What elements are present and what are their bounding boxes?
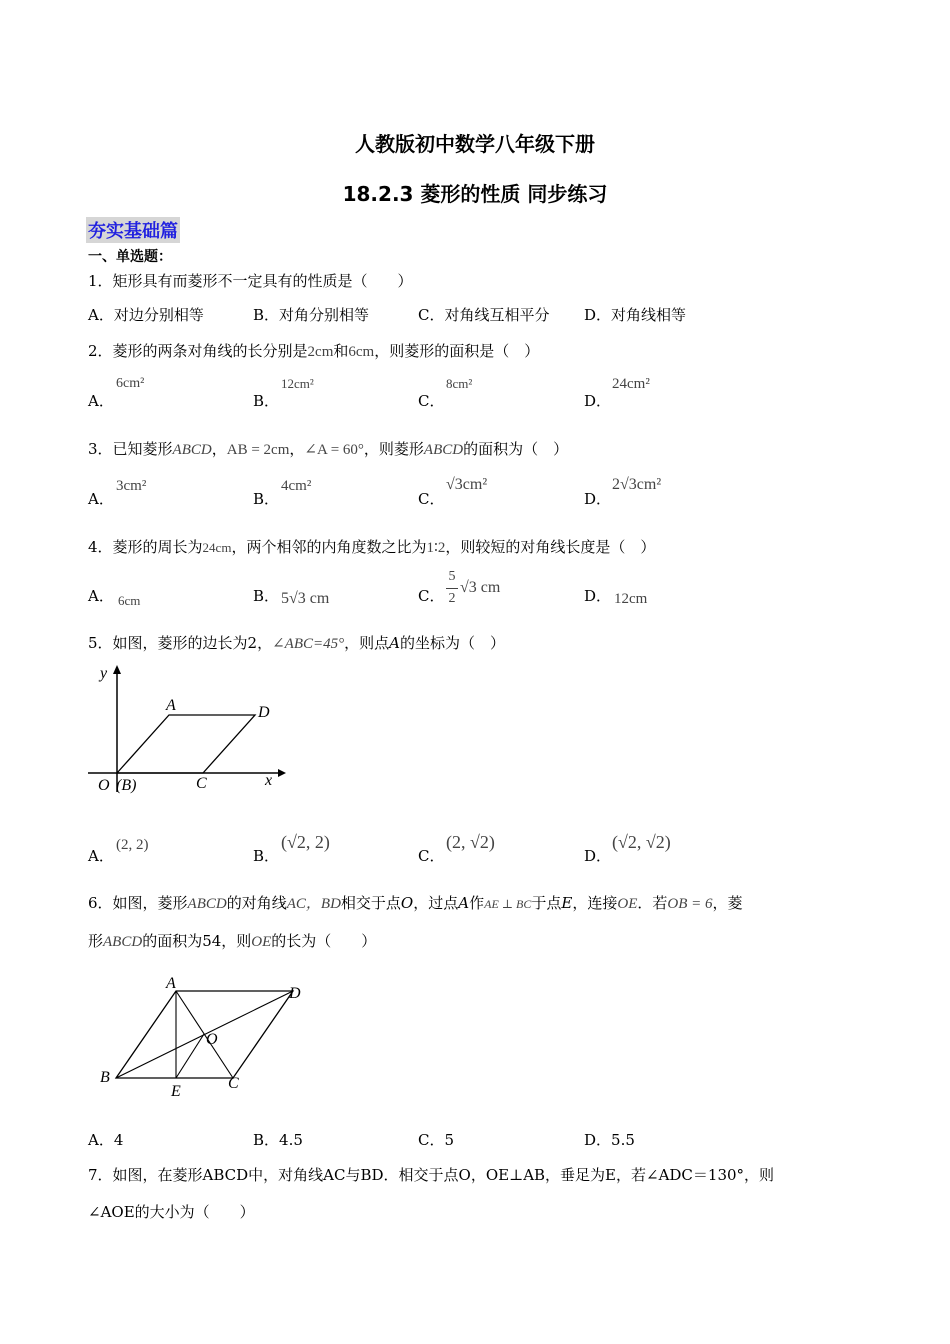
q1-option-d: D．对角线相等 — [584, 306, 687, 324]
q5-stem-a: 5．如图，菱形的边长为2， — [88, 634, 273, 652]
q4-option-c-value: √3 cm — [460, 579, 501, 596]
q6-text: 6．如图，菱形 — [88, 894, 188, 912]
q6-label-e: E — [171, 1083, 181, 1100]
q3-option-c-letter: C． — [418, 490, 445, 508]
q2-option-c-letter: C． — [418, 392, 445, 410]
q4-option-b-letter: B． — [253, 587, 280, 605]
question-3 — [88, 438, 568, 459]
q5-y-arrow — [113, 665, 121, 674]
page-subtitle: 18.2.3 菱形的性质 同步练习 — [342, 182, 608, 206]
q6-text: 的对角线 — [226, 894, 287, 912]
q5-option-b-value: (√2, 2) — [281, 832, 330, 852]
q5-label-o: O — [98, 777, 110, 794]
q5-label-c: C — [196, 775, 207, 792]
q1-number: 1． — [88, 272, 113, 290]
q2-option-a-letter: A． — [88, 392, 114, 410]
q6-text: ，过点 — [413, 894, 459, 912]
q5-rhombus — [117, 715, 255, 773]
question-4 — [88, 536, 655, 557]
q6-figure — [96, 972, 316, 1102]
q3-option-a-letter: A． — [88, 490, 114, 508]
q1-option-c: C．对角线互相平分 — [418, 306, 550, 324]
q6-text: ，菱 — [712, 894, 743, 912]
q6-math: OE — [251, 934, 272, 950]
q6-text: 于点 — [531, 894, 562, 912]
q4-option-b-value: 5√3 cm — [281, 590, 330, 607]
q1-option-b: B．对角分别相等 — [253, 306, 370, 324]
q2-math-2: 6cm — [348, 344, 375, 360]
q5-stem-b: ，则点 — [344, 634, 390, 652]
q2-option-d-value: 24cm² — [612, 376, 650, 392]
q5-option-c-value: (2, √2) — [446, 832, 495, 852]
q3-stem-c: 的面积为（ ） — [463, 440, 569, 458]
q6-option-b: B．4.5 — [253, 1131, 303, 1149]
q6-math: ABCD — [187, 896, 227, 912]
q3-stem-a: 3．已知菱形 — [88, 440, 173, 458]
q5-x-arrow — [278, 769, 286, 777]
q6-text: 作 — [469, 894, 485, 912]
q6-diagonal-bd — [116, 991, 293, 1078]
q4-math-2: 1∶2 — [426, 540, 446, 556]
q6-option-a: A．4 — [88, 1131, 124, 1149]
q4-math-1: 24cm — [202, 540, 232, 555]
q6-math: AC，BD — [286, 896, 341, 912]
q6-label-c: C — [228, 1075, 239, 1092]
q4-stem-c: ，则较短的对角线长度是（ ） — [445, 538, 656, 556]
q3-math-1: ABCD — [172, 442, 212, 458]
q4-stem-b: ，两个相邻的内角度数之比为 — [231, 538, 427, 556]
q3-option-b-value: 4cm² — [281, 478, 312, 494]
q2-stem-b: 和 — [333, 342, 349, 360]
q3-option-d-value: 2√3cm² — [612, 476, 662, 493]
q6-text: ，连接 — [572, 894, 618, 912]
q4-option-c-frac-num: 5 — [448, 569, 456, 584]
q3-math-2: AB = 2cm — [226, 442, 290, 458]
question-6-line-1 — [88, 892, 743, 913]
q3-math-4: ABCD — [423, 442, 464, 458]
q5-label-y: y — [100, 665, 108, 682]
q6-text: 形 — [88, 932, 104, 950]
q2-stem-a: 2．菱形的两条对角线的长分别是 — [88, 342, 308, 360]
q6-math: ABCD — [103, 934, 143, 950]
question-7-line-2: ∠AOE的大小为（ ） — [88, 1203, 255, 1221]
q5-option-a-letter: A． — [88, 847, 114, 865]
q6-label-o: O — [206, 1031, 218, 1048]
q2-option-d-letter: D． — [584, 392, 612, 410]
q5-label-d: D — [258, 704, 270, 721]
q5-option-d-letter: D． — [584, 847, 612, 865]
q3-sep-1: ， — [211, 440, 227, 458]
q5-option-d-value: (√2, √2) — [612, 832, 671, 852]
q5-label-b: (B) — [116, 777, 137, 794]
q4-option-c-frac-den: 2 — [448, 591, 456, 606]
q4-option-a-letter: A． — [88, 587, 114, 605]
q5-option-b-letter: B． — [253, 847, 280, 865]
q3-option-c-value: √3cm² — [446, 476, 488, 493]
question-7-line-1: 7．如图，在菱形ABCD中，对角线AC与BD．相交于点O，OE⊥AB，垂足为E，若∠ADC＝130°，则 — [88, 1166, 775, 1184]
q6-text: 的面积为54，则 — [142, 932, 252, 950]
q3-stem-b: ，则菱形 — [363, 440, 424, 458]
q6-point: O — [400, 894, 414, 912]
q4-option-c-letter: C． — [418, 587, 445, 605]
q6-label-d: D — [289, 985, 301, 1002]
q6-label-b: B — [100, 1069, 110, 1086]
page-title: 人教版初中数学八年级下册 — [355, 132, 595, 156]
q3-option-a-value: 3cm² — [116, 478, 147, 494]
q4-fraction-bar — [446, 588, 458, 589]
q1-stem: 矩形具有而菱形不一定具有的性质是（ ） — [112, 272, 413, 290]
part-heading: 一、单选题： — [88, 249, 172, 265]
q6-text: 的长为（ ） — [271, 932, 377, 950]
q5-label-x: x — [265, 772, 273, 789]
q6-math: AE ⊥ BC — [484, 897, 532, 911]
q6-math: OB = 6 — [667, 896, 713, 912]
q2-option-b-value: 12cm² — [281, 376, 314, 391]
q5-option-c-letter: C． — [418, 847, 445, 865]
q6-option-d: D．5.5 — [584, 1131, 635, 1149]
q6-text: ．若 — [637, 894, 668, 912]
q6-option-c: C．5 — [418, 1131, 455, 1149]
q5-stem-c: 的坐标为（ ） — [399, 634, 505, 652]
q4-option-d-letter: D． — [584, 587, 612, 605]
q2-math-1: 2cm — [307, 344, 334, 360]
q2-option-a-value: 6cm² — [116, 376, 145, 391]
q6-point: E — [561, 894, 573, 912]
q2-option-c-value: 8cm² — [446, 376, 473, 391]
q6-segment-oe — [176, 1034, 204, 1078]
q2-stem-c: ，则菱形的面积是（ ） — [374, 342, 540, 360]
q1-option-a: A．对边分别相等 — [88, 306, 204, 324]
q6-point: A — [458, 894, 470, 912]
q3-option-b-letter: B． — [253, 490, 280, 508]
question-1 — [88, 270, 413, 291]
q3-math-3: ∠A = 60° — [304, 442, 364, 458]
q5-point: A — [389, 634, 400, 652]
question-6-line-2 — [88, 930, 376, 951]
q4-option-a-value: 6cm — [118, 593, 141, 608]
q6-math: OE — [617, 896, 638, 912]
q5-figure — [88, 660, 288, 795]
section-heading: 夯实基础篇 — [86, 217, 180, 243]
q6-label-a: A — [166, 975, 176, 992]
q4-option-d-value: 12cm — [614, 591, 648, 607]
q5-option-a-value: (2, 2) — [116, 837, 149, 853]
q4-stem-a: 4．菱形的周长为 — [88, 538, 203, 556]
q3-option-d-letter: D． — [584, 490, 612, 508]
q3-sep-2: ， — [289, 440, 305, 458]
q5-label-a: A — [166, 697, 176, 714]
q6-text: 相交于点 — [340, 894, 401, 912]
q2-option-b-letter: B． — [253, 392, 280, 410]
question-5 — [88, 632, 505, 653]
q5-math-1: ∠ABC=45° — [272, 636, 345, 652]
question-2 — [88, 340, 539, 361]
